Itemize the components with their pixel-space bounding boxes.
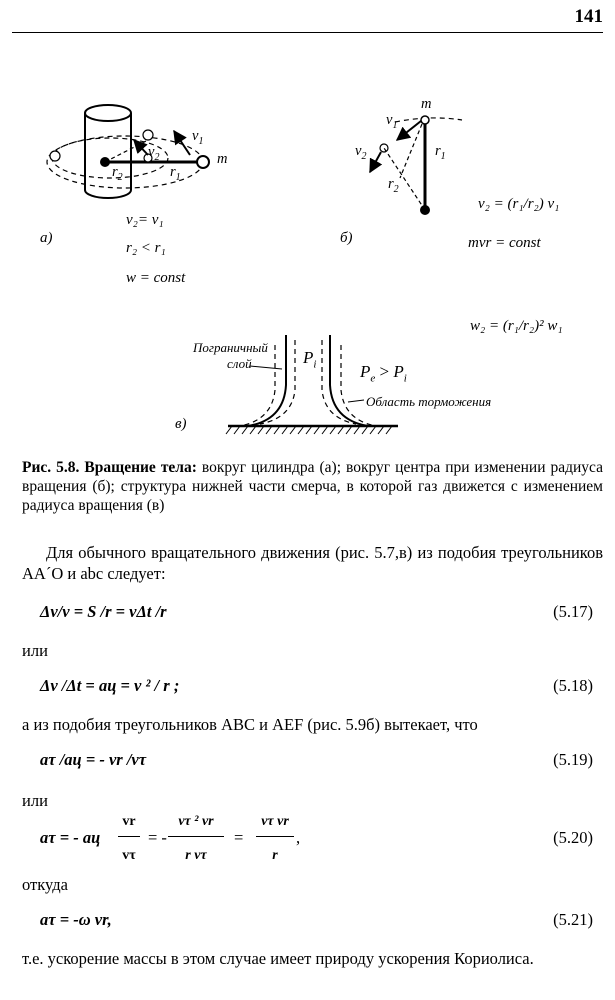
eq520-frac2-numerator: vτ ² vr [178,814,214,829]
eq520-comma: , [296,828,301,847]
text-or-1: или [22,641,48,660]
panel-b-mass-label: m [421,96,432,112]
panel-a-label: а) [40,230,53,246]
equation-5-20-lhs: aτ = - aц [40,828,101,847]
eq520-frac3-denominator: r [272,848,278,863]
equation-number-5-21: (5.21) [553,910,593,929]
panel-a-r2-label: $r_2$ [112,164,123,183]
panel-a-condition-w: w = const [126,270,186,286]
figure-5-8 [0,0,615,450]
panel-c-label: в) [175,416,187,432]
eq520-equals-minus: = - [148,828,167,847]
equation-5-21: aτ = -ω vr, [40,910,112,929]
figure-caption: Рис. 5.8. Вращение тела: вокруг цилиндра (а); вокруг центра при изменении радиуса вращения (б); структура нижней части смерча, в которой газ движется с изменением радиуса вращения (в) [22,459,603,514]
eq520-frac1-denominator: vτ [122,848,136,863]
equation-number-5-20: (5.20) [553,828,593,847]
text-or-2: или [22,791,48,810]
panel-b-label: б) [340,230,353,246]
panel-a-v1-label: $v_1$ [192,128,204,147]
paragraph-intro: Для обычного вращательного движения (рис. 5.7,в) из подобия треугольников AA´O и abc следует: [22,543,603,583]
equation-number-5-19: (5.19) [553,750,593,769]
paragraph-triangles: а из подобия треугольников ABC и AEF (рис. 5.9б) вытекает, что [22,715,478,734]
eq520-frac2-denominator: r vτ [185,848,207,863]
equation-5-17: Δv/v = S /r = vΔt /r [40,602,167,621]
equation-number-5-17: (5.17) [553,602,593,621]
panel-b-v2-label: $v_2$ [355,143,367,162]
panel-b-v1-label: $v_1$ [386,112,398,131]
eq520-frac3-numerator: vτ vr [261,814,289,829]
panel-a-mass-label: m [217,151,228,167]
paragraph-coriolis: т.е. ускорение массы в этом случае имеет природу ускорения Кориолиса. [22,949,534,968]
panel-c-formula-w2: w₂ = (r₁/r₂)² w₁ [470,318,563,334]
eq520-frac3-bar [256,836,294,837]
panel-c-inner-pressure: $P_i$ [303,348,317,371]
boundary-layer-label-line1: Пограничный [193,340,268,355]
panel-a-condition-r: r₂ < r₁ [126,240,166,256]
equation-number-5-18: (5.18) [553,676,593,695]
panel-a-r1-label: $r_1$ [170,164,181,183]
equation-5-19: aτ /aц = - vr /vτ [40,750,147,769]
braking-region-label: Область торможения [366,394,492,409]
text-whence: откуда [22,875,68,894]
panel-b-mvr-const: mvr = const [468,235,541,251]
panel-a-v2-label: $v_2$ [148,144,160,163]
eq520-frac1-numerator: vr [122,814,136,829]
equation-5-18: Δv /Δt = aц = v ² / r ; [40,676,180,695]
eq520-frac1-bar [118,836,140,837]
panel-a-diagram [47,105,209,198]
eq520-equals: = [234,828,244,847]
eq520-frac2-bar [168,836,224,837]
panel-b-r1-label: $r_1$ [435,143,446,162]
panel-b-r2-label: $r_2$ [388,176,399,195]
boundary-layer-label-line2: слой [227,356,252,371]
panel-b-diagram [370,116,462,215]
panel-a-condition-v: v₂= v₁ [126,212,164,228]
panel-c-pressure-inequality: $P_e > P_i$ [360,362,407,385]
page-number: 141 [574,6,603,27]
panel-b-formula-v2: v₂ = (r₁/r₂) v₁ [478,196,560,212]
